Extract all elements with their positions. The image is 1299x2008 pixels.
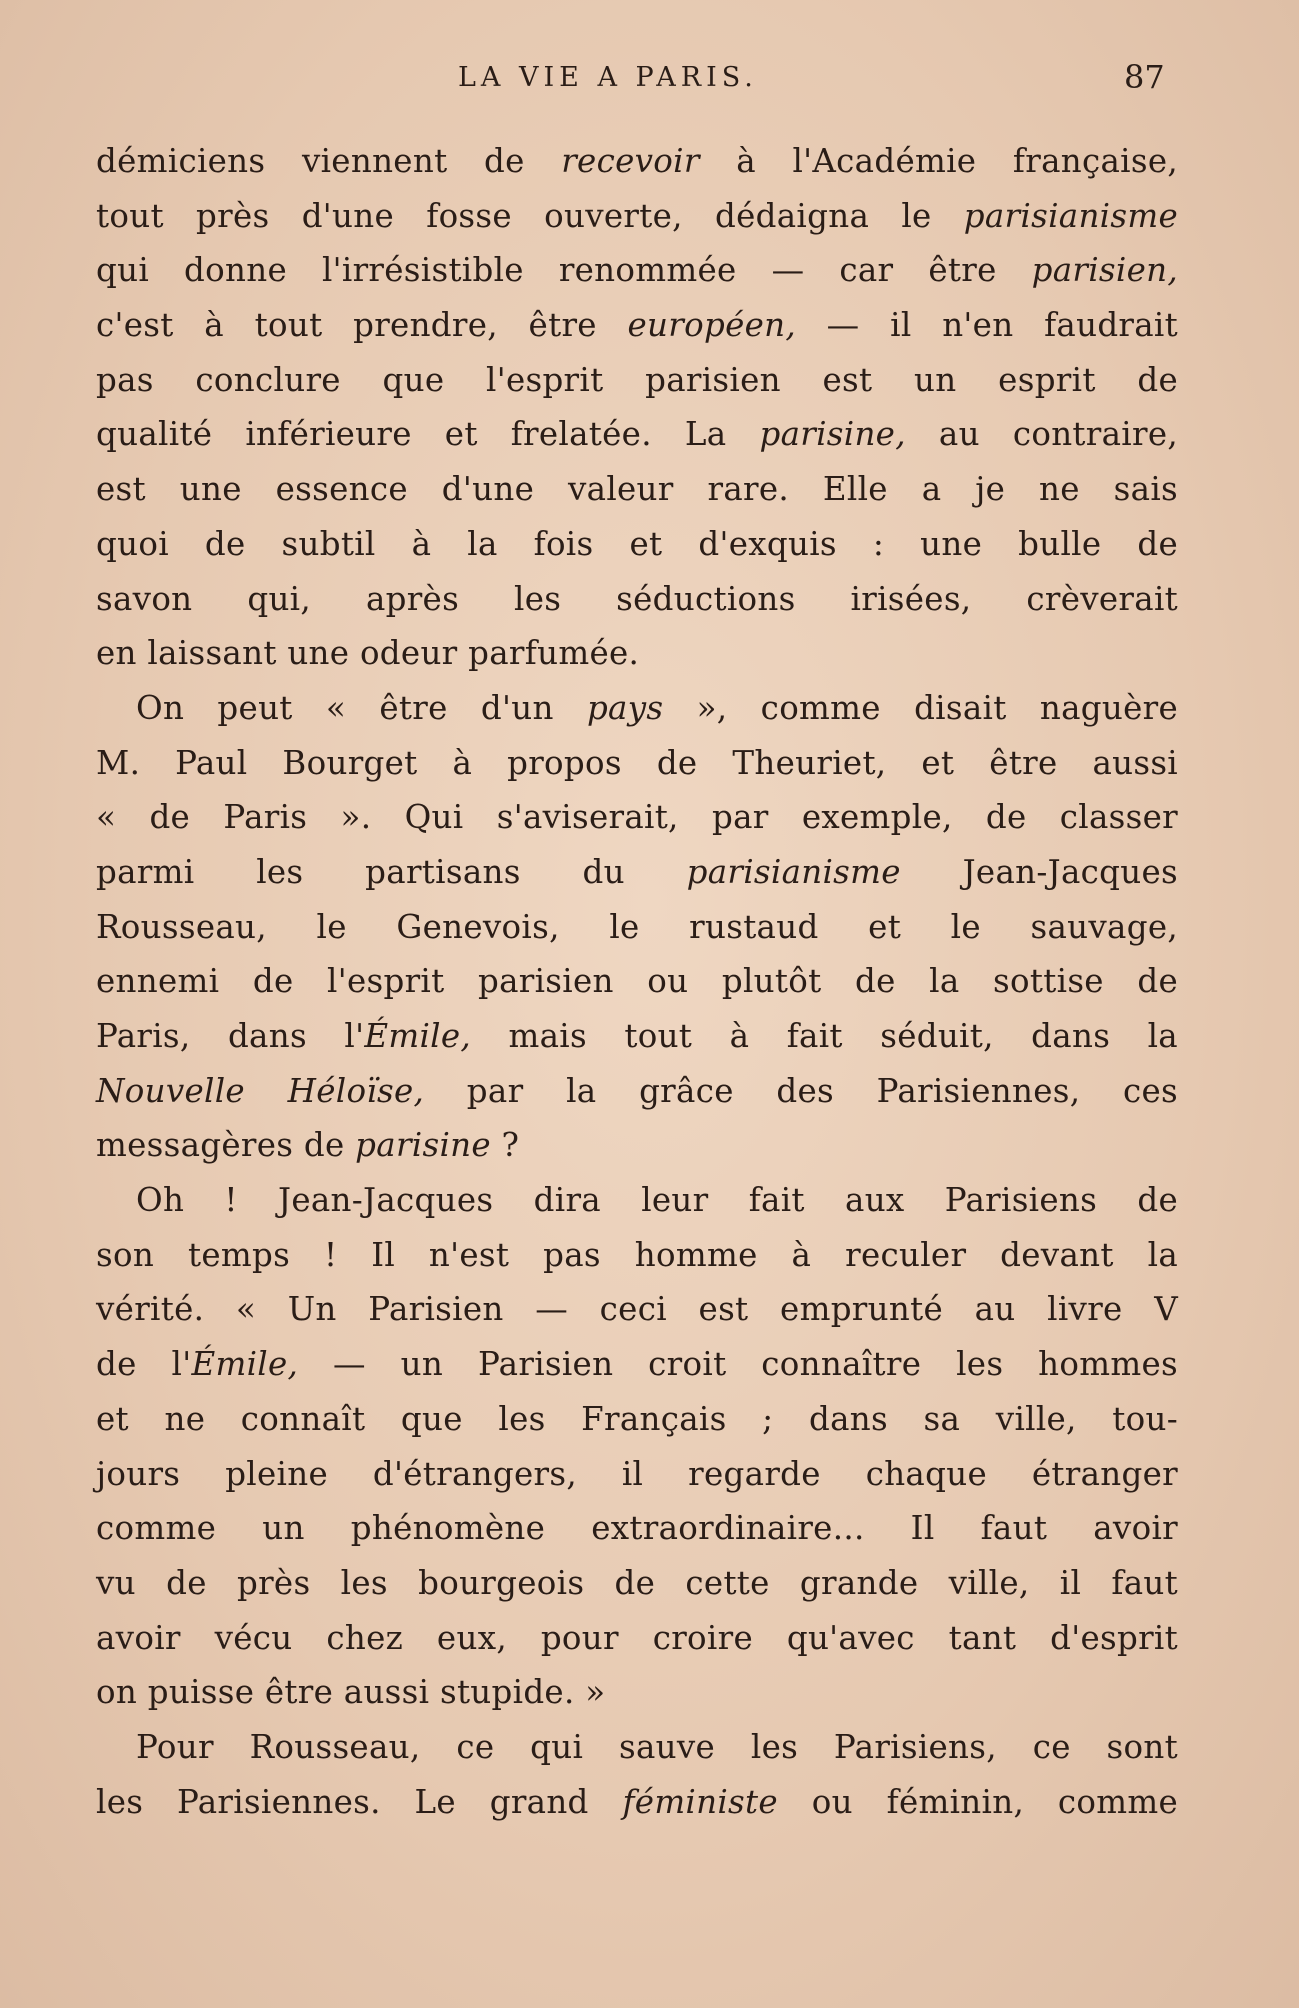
text-line <box>96 572 1178 627</box>
text-line <box>96 1173 1178 1228</box>
text-line <box>96 790 1178 845</box>
italic-run: Émile, <box>364 1017 472 1055</box>
text-line <box>96 1720 1178 1775</box>
italic-run: Émile, <box>191 1345 299 1384</box>
text-run: vérité. « Un Parisien — ceci est emprunté au livre V <box>96 1290 1178 1329</box>
text-line <box>96 134 1178 189</box>
text-run: — un Parisien croit connaître les hommes <box>298 1345 1178 1384</box>
text-run: qui donne l'irrésistible renommée — car être <box>96 251 1032 290</box>
italic-run: Nouvelle Héloïse, <box>96 1071 425 1110</box>
text-run: Paris, dans l' <box>96 1017 365 1055</box>
text-run: c'est à tout prendre, être <box>96 306 628 345</box>
text-line <box>96 189 1178 244</box>
text-run: Jean-Jacques <box>900 852 1178 891</box>
text-run: par la grâce des Parisiennes, ces <box>424 1071 1179 1110</box>
text-run: son temps ! Il n'est pas homme à reculer devant la <box>96 1235 1178 1274</box>
text-line <box>96 1064 1178 1119</box>
text-line <box>96 1282 1178 1337</box>
page-number: 87 <box>1124 58 1165 96</box>
text-line <box>96 1556 1178 1611</box>
italic-run: européen, <box>627 306 797 345</box>
text-line <box>96 1337 1178 1392</box>
italic-run: recevoir <box>561 142 700 180</box>
running-head <box>0 58 1299 106</box>
italic-run: parisine <box>355 1126 491 1165</box>
text-line <box>96 900 1178 955</box>
text-run: et ne connaît que les Français ; dans sa ville, tou- <box>96 1399 1178 1438</box>
text-run: en laissant une odeur parfumée. <box>96 634 640 673</box>
text-line <box>96 954 1178 1009</box>
text-run: « de Paris ». Qui s'aviserait, par exemple, de classer <box>96 798 1178 837</box>
text-run: avoir vécu chez eux, pour croire qu'avec tant d'esprit <box>96 1618 1178 1657</box>
text-run: Rousseau, le Genevois, le rustaud et le sauvage, <box>96 907 1178 946</box>
italic-run: parisine, <box>759 415 906 454</box>
text-run: — il n'en faudrait <box>796 306 1178 345</box>
italic-run: parisianisme <box>686 852 901 891</box>
text-line <box>96 1775 1178 1830</box>
text-line <box>96 1392 1178 1447</box>
text-run: démiciens viennent de <box>96 142 562 180</box>
text-run: au contraire, <box>905 415 1178 454</box>
text-line <box>96 1118 1178 1173</box>
text-line <box>96 845 1178 900</box>
italic-run: pays <box>586 688 664 727</box>
text-line <box>96 681 1178 736</box>
text-line <box>96 517 1178 572</box>
text-line <box>96 1665 1178 1720</box>
text-line <box>96 407 1178 462</box>
text-run: à l'Académie française, <box>699 142 1178 180</box>
italic-run: féministe <box>622 1782 778 1821</box>
text-run: qualité inférieure et frelatée. La <box>96 415 760 454</box>
body-text <box>96 134 1178 1829</box>
text-run: tout près d'une fosse ouverte, dédaigna le <box>96 196 964 235</box>
text-run: vu de près les bourgeois de cette grande ville, il faut <box>96 1563 1178 1602</box>
text-run: ? <box>490 1126 520 1165</box>
text-run: mais tout à fait séduit, dans la <box>471 1017 1178 1055</box>
text-line <box>96 1228 1178 1283</box>
text-run: », comme disait naguère <box>663 688 1178 727</box>
text-run: messagères de <box>96 1126 356 1165</box>
text-line <box>96 243 1178 298</box>
italic-run: parisien, <box>1031 251 1178 290</box>
text-line <box>96 298 1178 353</box>
text-line <box>96 1009 1178 1064</box>
text-run: savon qui, après les séductions irisées, crèverait <box>96 579 1178 618</box>
text-line <box>96 1501 1178 1556</box>
text-line <box>96 1447 1178 1502</box>
text-run: les Parisiennes. Le grand <box>96 1782 623 1821</box>
text-run: ennemi de l'esprit parisien ou plutôt de la sottise de <box>96 962 1178 1001</box>
text-run: pas conclure que l'esprit parisien est un esprit de <box>96 360 1178 399</box>
running-title: LA VIE A PARIS. <box>458 62 758 93</box>
text-line <box>96 462 1178 517</box>
text-run: Oh ! Jean-Jacques dira leur fait aux Parisiens de <box>136 1181 1178 1220</box>
text-line <box>96 736 1178 791</box>
text-run: jours pleine d'étrangers, il regarde chaque étranger <box>96 1454 1178 1493</box>
text-line <box>96 353 1178 408</box>
text-run: comme un phénomène extraordinaire... Il faut avoir <box>96 1509 1178 1548</box>
text-line <box>96 626 1178 681</box>
text-run: M. Paul Bourget à propos de Theuriet, et être aussi <box>96 743 1178 782</box>
text-line <box>96 1611 1178 1666</box>
text-run: On peut « être d'un <box>136 688 587 727</box>
text-run: on puisse être aussi stupide. » <box>96 1673 606 1712</box>
text-run: Pour Rousseau, ce qui sauve les Parisiens, ce sont <box>136 1727 1178 1766</box>
text-run: parmi les partisans du <box>96 852 687 891</box>
italic-run: parisianisme <box>963 196 1178 235</box>
text-run: de l' <box>96 1345 192 1384</box>
text-run: ou féminin, comme <box>777 1782 1178 1821</box>
text-run: est une essence d'une valeur rare. Elle a je ne sais <box>96 470 1178 509</box>
text-run: quoi de subtil à la fois et d'exquis : une bulle de <box>96 524 1178 563</box>
